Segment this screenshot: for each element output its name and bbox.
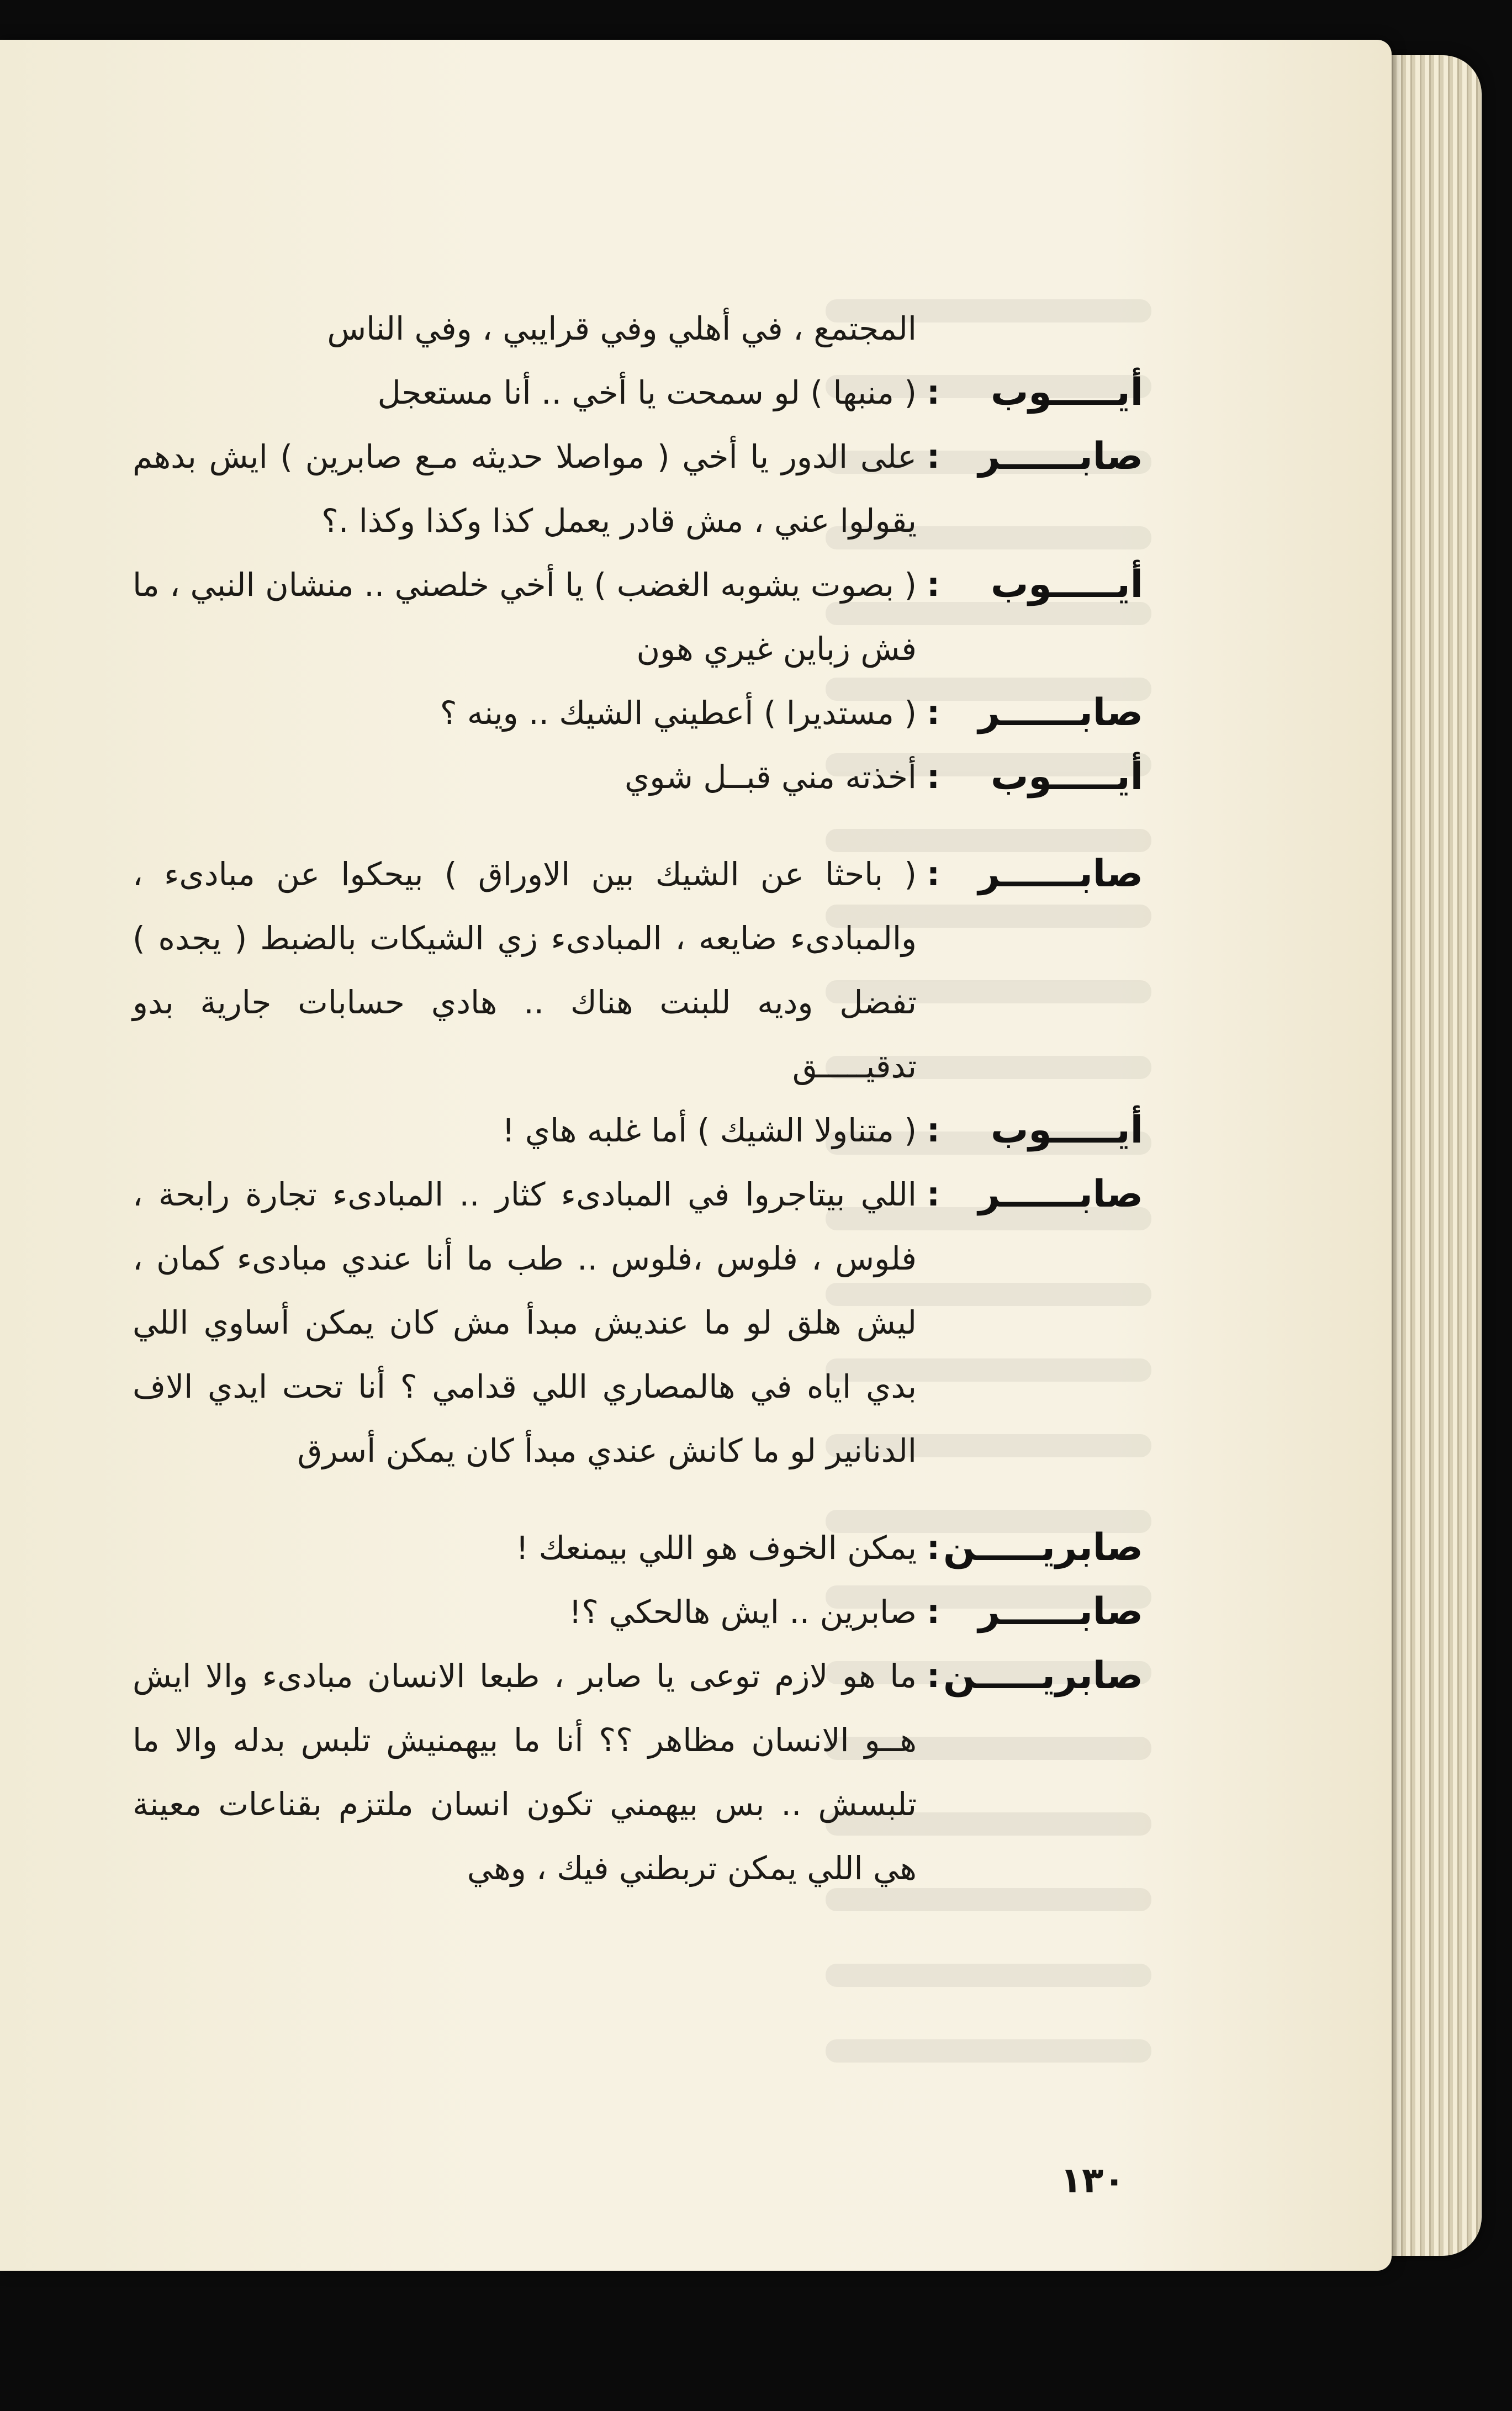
speaker-name: صابــــــر [978,691,1143,734]
speaker-name: صابريـــــن [943,1654,1143,1698]
speech-text: المجتمع ، في أهلي وفي قرايبي ، وفي الناس [327,310,917,347]
dialogue-entry [133,1098,1143,1162]
dialogue-block [122,297,1143,1900]
dialogue-entry [133,745,1143,809]
speech-text: ( بصوت يشوبه الغضب ) يا أخي خلصني .. منشان النبي ، ما فش زباين غيري هون [122,566,917,668]
page-number: ١٣٠ [1060,2160,1125,2201]
speaker-name: أيـــــوب [990,755,1143,799]
speech-text: يمكن الخوف هو اللي بيمنعك ! [515,1529,917,1567]
book-page [0,40,1392,2271]
speaker-colon: : [927,758,940,796]
dialogue-entry [122,1644,1143,1900]
speech-text: اللي بيتاجروا في المبادىء كثار .. المبادىء تجارة رابحة ، فلوس ، فلوس ،فلوس .. طب ما أنا عندي مبادىء كمان ، ليش هلق لو ما عنديش مبدأ مش كان يمكن أساوي اللي بدي اياه في هالمصاري اللي قدامي ؟ أنا تحت ايدي الاف الدنانير لو ما كانش عندي مبدأ كان يمكن أسرق [122,1176,917,1469]
speech-text: ( باحثا عن الشيك بين الاوراق ) بيحكوا عن مبادىء ، والمبادىء ضايعه ، المبادىء زي الشيكات بالضبط ( يجده ) تفضل وديه للبنت هناك .. هادي حسابات جارية بدو تدقيـــــق [122,855,917,1085]
speech-text: ( منبها ) لو سمحت يا أخي .. أنا مستعجل [377,374,917,411]
speaker-colon: : [927,1175,940,1214]
speaker-colon: : [927,1111,940,1150]
speech-text: صابرين .. ايش هالحكي ؟! [569,1593,917,1631]
speaker-name: صابــــــر [978,1172,1143,1216]
dialogue-entry [133,1580,1143,1644]
speech-text: ما هو لازم توعى يا صابر ، طبعا الانسان مبادىء والا ايش هــو الانسان مظاهر ؟؟ أنا ما بيهمنيش تلبس بدله والا ما تلبسش .. بس بيهمني تكون انسان ملتزم بقناعات معينة هي اللي يمكن تربطني فيك ، وهي [122,1657,917,1887]
dialogue-entry [122,553,1143,681]
dialogue-continuation [133,297,1143,361]
speaker-colon: : [927,1529,940,1567]
speech-text: أخذته مني قبــل شوي [625,758,917,796]
speech-text: ( متناولا الشيك ) أما غلبه هاي ! [502,1112,917,1149]
dialogue-entry [122,842,1143,1098]
dialogue-entry [133,1516,1143,1580]
speaker-colon: : [927,855,940,893]
dialogue-entry [133,681,1143,745]
speech-text: على الدور يا أخي ( مواصلا حديثه مـع صابرين ) ايش بدهم يقولوا عني ، مش قادر يعمل كذا وكذا وكذا .؟ [122,438,917,540]
dialogue-entry [133,361,1143,425]
speaker-name: صابــــــر [978,1590,1143,1633]
speaker-name: أيـــــوب [990,371,1143,414]
speech-text: ( مستديرا ) أعطيني الشيك .. وينه ؟ [440,694,917,732]
speaker-name: صابريـــــن [943,1526,1143,1569]
speaker-colon: : [927,565,940,604]
speaker-name: صابــــــر [978,435,1143,478]
speaker-name: أيـــــوب [990,563,1143,606]
speaker-name: صابــــــر [978,852,1143,896]
speaker-colon: : [927,1657,940,1695]
speaker-colon: : [927,694,940,732]
dialogue-entry [122,1162,1143,1483]
speaker-name: أيـــــوب [990,1108,1143,1152]
speaker-colon: : [927,1593,940,1631]
speaker-colon: : [927,373,940,412]
speaker-colon: : [927,437,940,476]
dialogue-entry [122,425,1143,553]
